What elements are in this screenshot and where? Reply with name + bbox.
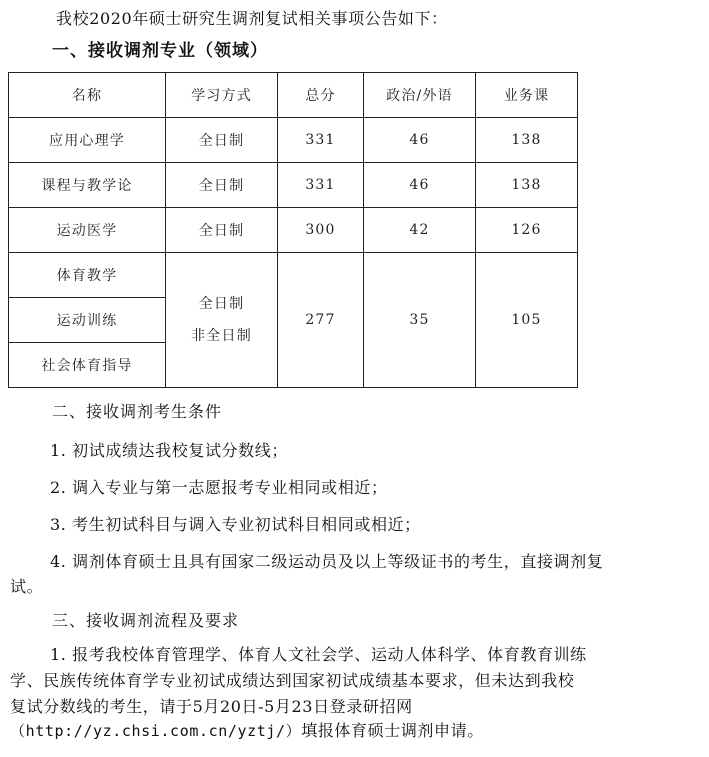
cell-name: 社会体育指导 [9, 343, 166, 388]
condition-item-cont: 试。 [10, 577, 44, 596]
cell-total: 331 [278, 163, 364, 208]
url-suffix: 填报体育硕士调剂申请。 [301, 721, 484, 740]
intro-text: 我校2020年硕士研究生调剂复试相关事项公告如下： [56, 9, 448, 28]
cell-politics: 42 [364, 208, 476, 253]
section2-title: 二、接收调剂考生条件 [52, 402, 223, 421]
process-text: 1. 报考我校体育管理学、体育人文社会学、运动人体科学、体育教育训练 [50, 645, 587, 664]
cell-politics: 46 [364, 118, 476, 163]
admission-table [8, 72, 578, 388]
cell-major: 138 [476, 118, 578, 163]
cell-total: 331 [278, 118, 364, 163]
cell-name: 课程与教学论 [9, 163, 166, 208]
cell-name: 体育教学 [9, 253, 166, 298]
cell-major: 126 [476, 208, 578, 253]
chsi-url: （http://yz.chsi.com.cn/yztj/） [10, 722, 302, 740]
cell-major: 138 [476, 163, 578, 208]
cell-mode: 全日制 [166, 208, 278, 253]
table-row [9, 253, 578, 298]
mode-fulltime: 全日制 [198, 296, 245, 312]
cell-name: 运动训练 [9, 298, 166, 343]
process-url-line [10, 720, 484, 742]
condition-item: 4. 调剂体育硕士且具有国家二级运动员及以上等级证书的考生，直接调剂复 [50, 552, 604, 571]
mode-parttime: 非全日制 [191, 328, 252, 344]
cell-politics: 46 [364, 163, 476, 208]
condition-item: 3. 考生初试科目与调入专业初试科目相同或相近； [50, 515, 421, 534]
cell-mode: 全日制 [166, 163, 278, 208]
cell-mode-merged [166, 253, 278, 388]
cell-name: 应用心理学 [9, 118, 166, 163]
section3-title: 三、接收调剂流程及要求 [52, 611, 240, 630]
cell-total-merged: 277 [278, 253, 364, 388]
header-major: 业务课 [476, 73, 578, 118]
process-text: 学、民族传统体育学专业初试成绩达到国家初试成绩基本要求，但未达到我校 [10, 671, 575, 690]
header-mode: 学习方式 [166, 73, 278, 118]
condition-item: 2. 调入专业与第一志愿报考专业相同或相近； [50, 478, 388, 497]
table-header-row [9, 73, 578, 118]
section1-title: 一、接收调剂专业（领域） [52, 41, 268, 61]
condition-item: 1. 初试成绩达我校复试分数线； [50, 441, 288, 460]
cell-name: 运动医学 [9, 208, 166, 253]
header-total: 总分 [278, 73, 364, 118]
cell-politics-merged: 35 [364, 253, 476, 388]
process-text: 复试分数线的考生，请于5月20日-5月23日登录研招网 [10, 697, 413, 716]
header-politics: 政治/外语 [364, 73, 476, 118]
cell-major-merged: 105 [476, 253, 578, 388]
header-name: 名称 [9, 73, 166, 118]
cell-total: 300 [278, 208, 364, 253]
table-row [9, 118, 578, 163]
table-row [9, 163, 578, 208]
cell-mode: 全日制 [166, 118, 278, 163]
table-row [9, 208, 578, 253]
